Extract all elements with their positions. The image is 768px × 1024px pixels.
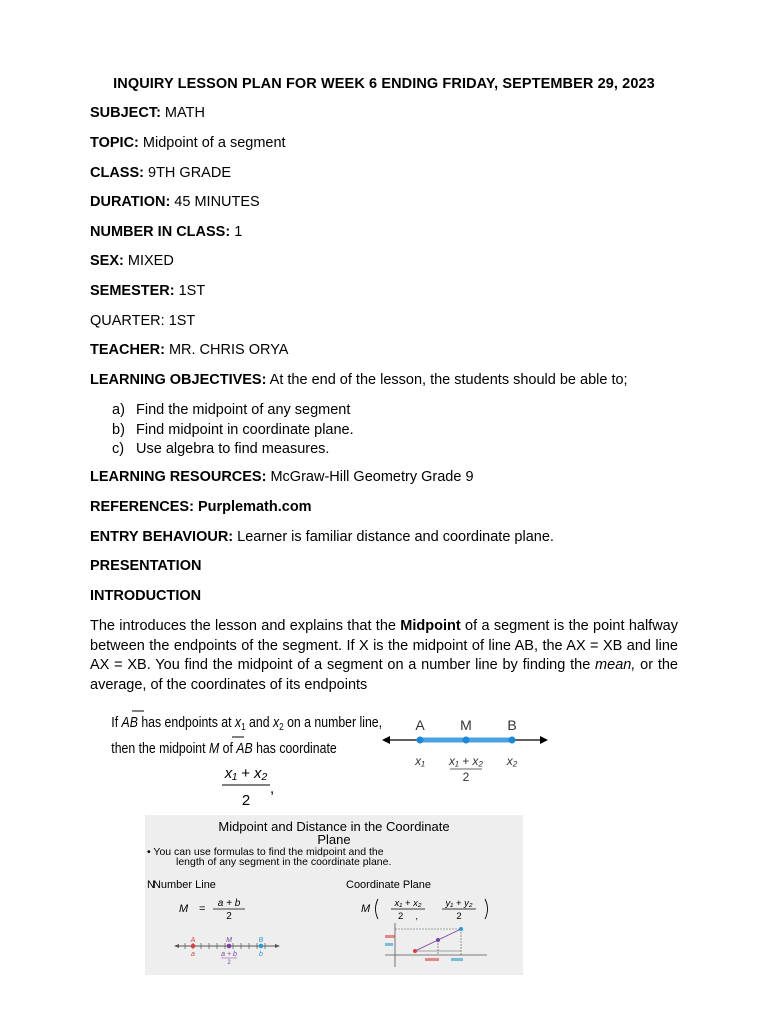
mini-value-m-den: 2: [227, 960, 231, 966]
formula-denominator: 2: [226, 911, 232, 922]
text-run: and: [245, 713, 273, 731]
tick-label-x2: x₂: [506, 754, 518, 768]
field-label: SEMESTER:: [90, 283, 175, 299]
bold-term: Midpoint: [400, 618, 461, 634]
text-run: on a number line,: [283, 713, 383, 731]
formula-numerator: a + b: [217, 898, 241, 909]
field-label: TOPIC:: [90, 135, 139, 151]
fig1-line1: [111, 714, 382, 732]
segment-ab: AB: [236, 739, 253, 757]
tick-label-mid-numerator: x₁ + x₂: [448, 754, 484, 768]
field-value: McGraw-Hill Geometry Grade 9: [266, 469, 474, 485]
field-duration: [90, 194, 260, 210]
field-value: 1: [230, 224, 243, 240]
text-run: of a segment is the point halfway between the endpoints of the segment. If X is the midpoint of line AB, the AX = XB and line AX = XB. You find the midpoint of a segment on a number line by finding the: [90, 618, 678, 673]
field-teacher: [90, 342, 288, 358]
mini-value-m: a + b: [221, 951, 237, 958]
field-references: [90, 499, 312, 515]
figure-heading: Plane: [317, 832, 351, 847]
field-topic: [90, 135, 286, 151]
text-run: Number Line: [152, 879, 216, 891]
field-label: CLASS:: [90, 165, 144, 181]
field-label: REFERENCES: Purplemath.com: [90, 499, 312, 515]
comma: ,: [415, 911, 418, 922]
text-run: then the midpoint: [111, 739, 209, 757]
field-entry-behaviour: [90, 529, 554, 545]
mini-label-b: B: [258, 937, 264, 944]
formula-equals: =: [199, 903, 206, 915]
field-value: MR. CHRIS ORYA: [164, 342, 289, 358]
field-label: NUMBER IN CLASS:: [90, 224, 231, 240]
formula-numerator-y: y₁ + y₂: [445, 898, 473, 909]
formula-denominator-y: 2: [456, 911, 462, 922]
text-run: has coordinate: [252, 739, 337, 757]
list-item: [112, 401, 354, 421]
list-text: Find midpoint in coordinate plane.: [136, 421, 354, 438]
field-value: Learner is familiar distance and coordinate plane.: [233, 529, 554, 545]
point-m: [463, 737, 470, 744]
field-sex: [90, 253, 174, 269]
field-value: MIXED: [123, 253, 174, 269]
field-number-in-class: [90, 224, 242, 240]
field-label: DURATION:: [90, 194, 171, 210]
figure-heading: Midpoint and Distance in the Coordinate: [218, 819, 450, 834]
text-run: ,: [270, 780, 275, 797]
field-value: 9TH GRADE: [143, 165, 231, 181]
field-label: SEX:: [90, 253, 124, 269]
text-run: 2: [398, 911, 404, 922]
bullet-text: length of any segment in the coordinate plane.: [176, 856, 392, 868]
italic-term: mean,: [595, 657, 636, 673]
formula-m: M: [179, 903, 189, 915]
arrow-right-icon: [540, 736, 548, 744]
field-value: Midpoint of a segment: [138, 135, 286, 151]
var-m: M: [208, 739, 220, 757]
section-heading: PRESENTATION: [90, 558, 202, 574]
field-class: [90, 165, 231, 181]
text-run: or the average, of the coordinates of its endpoints: [90, 657, 678, 693]
list-marker: c): [112, 441, 125, 457]
field-value: MATH: [160, 105, 205, 121]
fraction-denominator: 2: [241, 792, 251, 809]
bullet-text: • You can use formulas to find the midpoint and the: [147, 846, 384, 858]
var-x: x: [272, 713, 280, 731]
tick-label-mid-denominator: 2: [462, 770, 470, 784]
field-value: 45 MINUTES: [170, 194, 260, 210]
midpoint-distance-figure: [145, 815, 523, 975]
mini-label-a: A: [190, 937, 196, 944]
column-heading-coordinate-plane: Coordinate Plane: [346, 879, 432, 891]
fraction-numerator: x₁ + x₂: [224, 765, 268, 782]
midpoint-number-line-figure: [108, 703, 578, 813]
intro-paragraph: [90, 617, 678, 695]
objectives-list: [112, 401, 354, 460]
field-label: LEARNING OBJECTIVES:: [90, 372, 267, 388]
field-label: LEARNING RESOURCES:: [90, 469, 267, 485]
field-subject: [90, 105, 205, 121]
list-text: Use algebra to find measures.: [136, 441, 330, 457]
list-marker: b): [112, 421, 125, 438]
field-semester: [90, 283, 205, 299]
formula-numerator-x: x₁ + x₂: [394, 898, 422, 909]
mini-value-b: b: [259, 951, 263, 958]
field-value: 1ST: [174, 283, 206, 299]
field-label: SUBJECT:: [90, 105, 161, 121]
text-run: has endpoints at: [137, 713, 235, 731]
point-a: [417, 737, 424, 744]
column-heading-number-line: [147, 879, 216, 891]
mini-point-m: [227, 944, 232, 949]
mini-value-a: a: [191, 951, 195, 958]
field-learning-objectives: [90, 372, 628, 388]
point-b: [509, 737, 516, 744]
section-heading: INTRODUCTION: [90, 588, 202, 604]
list-item: [112, 421, 354, 441]
document-title: INQUIRY LESSON PLAN FOR WEEK 6 ENDING FRIDAY, SEPTEMBER 29, 2023: [113, 76, 655, 92]
point-label-m: M: [460, 717, 472, 733]
formula-m: M: [361, 903, 371, 915]
list-text: Find the midpoint of any segment: [136, 402, 351, 418]
field-quarter: [90, 313, 195, 329]
text-run: N: [147, 879, 155, 891]
var-x: x: [234, 713, 242, 731]
field-label: TEACHER:: [90, 342, 165, 358]
point-label-b: B: [507, 717, 517, 733]
list-item: [112, 440, 354, 460]
subscript: 1: [241, 721, 246, 733]
field-value: At the end of the lesson, the students should be able to;: [266, 372, 628, 388]
mini-label-m: M: [226, 937, 232, 944]
subscript: 2: [279, 721, 284, 733]
fig1-line2: [111, 740, 337, 756]
tick-label-x1: x₁: [415, 754, 425, 768]
text-run: The introduces the lesson and explains that the: [90, 618, 401, 634]
list-marker: a): [112, 402, 125, 418]
mini-point-a: [191, 944, 196, 949]
section-presentation: [90, 558, 201, 574]
field-label: ENTRY BEHAVIOUR:: [90, 529, 234, 545]
mini-point-b: [259, 944, 264, 949]
text-run: of: [219, 739, 237, 757]
segment-ab: AB: [121, 713, 138, 731]
text-run: If: [111, 713, 122, 731]
point-label-a: A: [415, 717, 425, 733]
arrow-left-icon: [382, 736, 390, 744]
field-value: QUARTER: 1ST: [90, 313, 196, 329]
field-learning-resources: [90, 469, 474, 485]
section-introduction: [90, 588, 201, 604]
